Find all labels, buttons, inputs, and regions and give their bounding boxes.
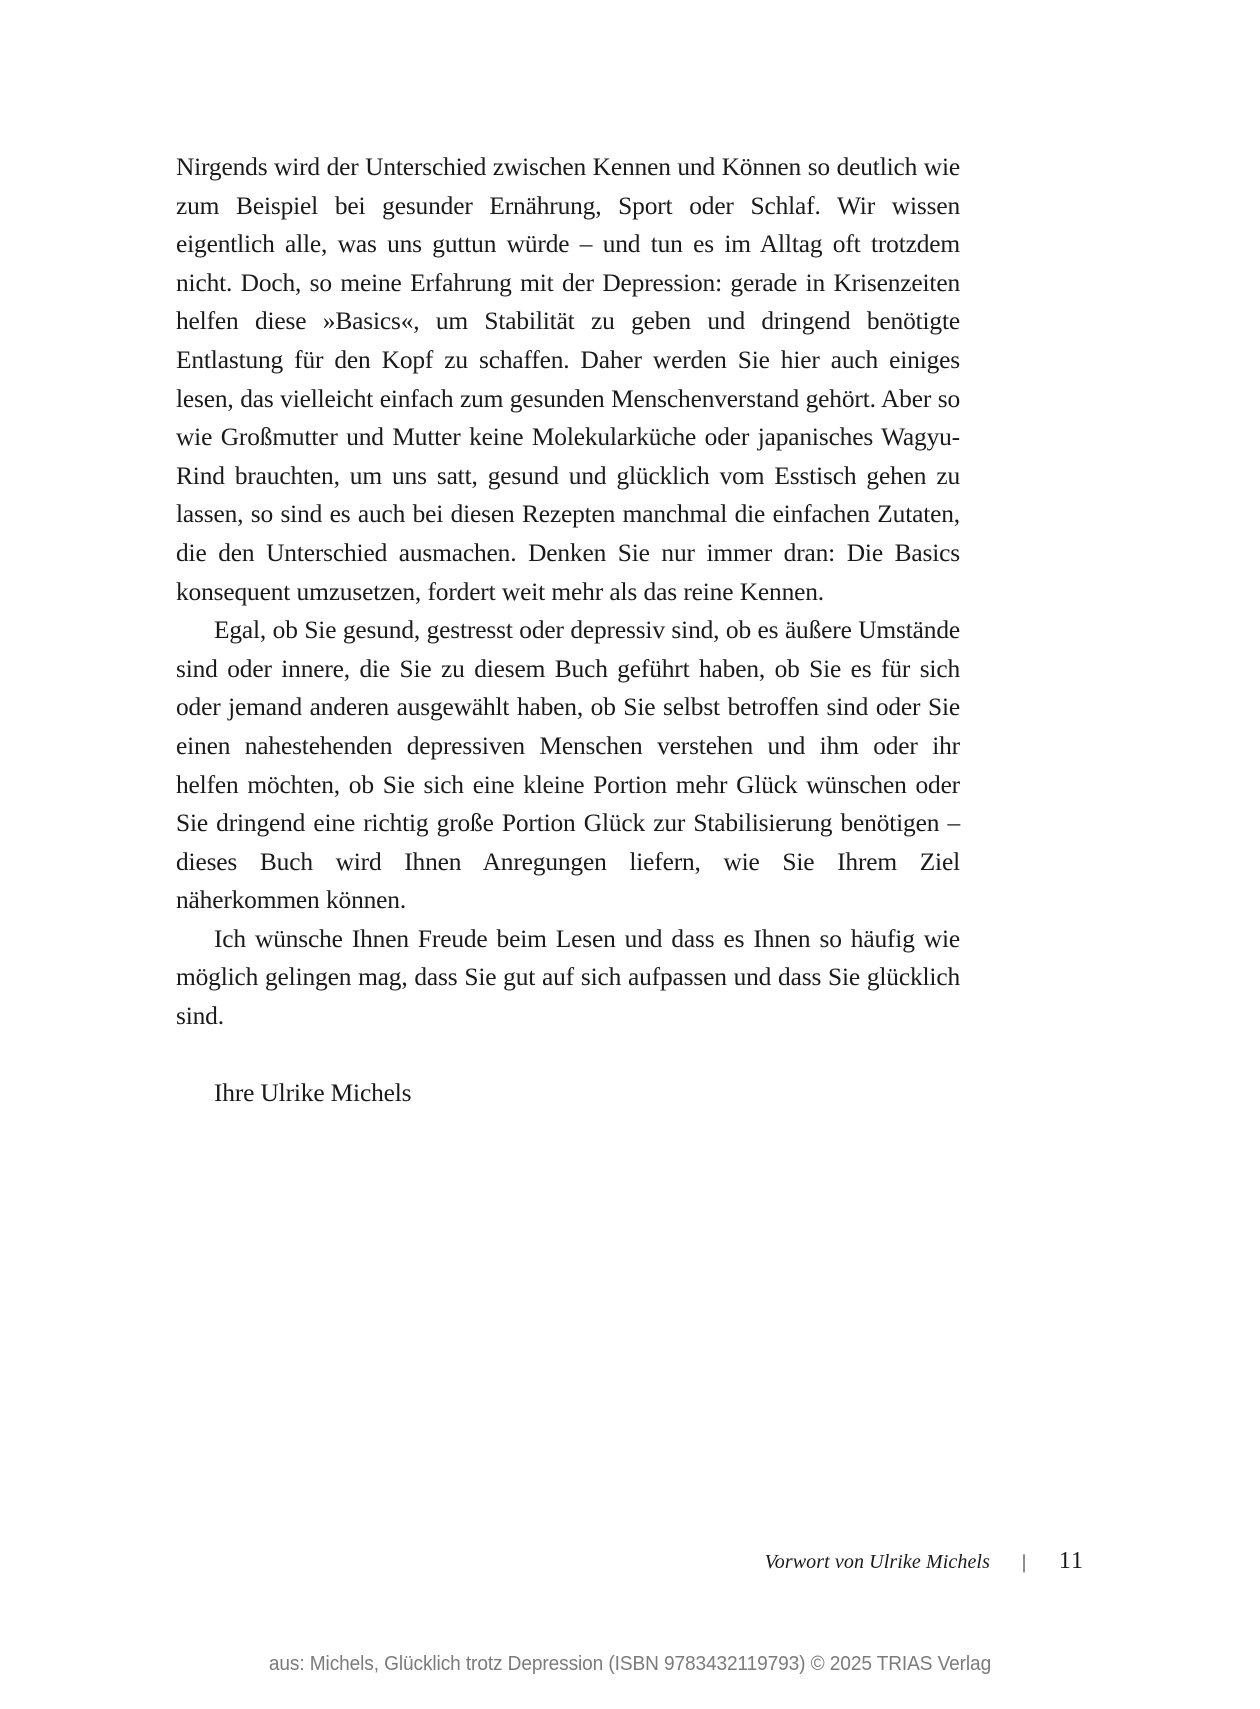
page-number: 11 — [1058, 1548, 1084, 1574]
running-footer-title: Vorwort von Ulrike Michels — [764, 1551, 990, 1573]
running-footer-separator: | — [1021, 1551, 1026, 1573]
running-footer — [176, 1548, 1084, 1582]
paragraph-3: Ich wünsche Ihnen Freude beim Lesen und dass es Ihnen so häufig wie möglich gelingen mag, dass Sie gut auf sich aufpassen und dass Sie glücklich sind. — [176, 924, 960, 1031]
body-text-block — [176, 148, 960, 1112]
author-signature: Ihre Ulrike Michels — [214, 1078, 412, 1107]
source-attribution: aus: Michels, Glücklich trotz Depression (ISBN 9783432119793) © 2025 TRIAS Verlag — [268, 1652, 992, 1675]
paragraph-1: Nirgends wird der Unterschied zwischen Kennen und Können so deutlich wie zum Beispiel bei gesunder Ernährung, Sport oder Schlaf. Wir wissen eigentlich alle, was uns guttun würde – und tun es im Alltag oft trotzdem nicht. Doch, so meine Erfahrung mit der Depression: gerade in Krisenzeiten helfen diese »Basics«, um Stabilität zu geben und dringend benötigte Entlastung für den Kopf zu schaffen. Daher werden Sie hier auch einiges lesen, das vielleicht einfach zum gesunden Menschenverstand gehört. Aber so wie Großmutter und Mutter keine Molekularküche oder japanisches Wagyu-Rind brauchten, um uns satt, gesund und glücklich vom Esstisch gehen zu lassen, so sind es auch bei diesen Rezepten manchmal die einfachen Zutaten, die den Unterschied ausmachen. Denken Sie nur immer dran: Die Basics konsequent umzusetzen, fordert weit mehr als das reine Kennen. — [176, 153, 960, 606]
paragraph-2: Egal, ob Sie gesund, gestresst oder depressiv sind, ob es äußere Umstände sind oder innere, die Sie zu diesem Buch geführt haben, ob Sie es für sich oder jemand anderen ausgewählt haben, ob Sie selbst betroffen sind oder Sie einen nahestehenden depressiven Menschen verstehen und ihm oder ihr helfen möchten, ob Sie sich eine kleine Portion mehr Glück wünschen oder Sie dringend eine richtig große Portion Glück zur Stabilisierung benötigen – dieses Buch wird Ihnen Anregungen liefern, wie Sie Ihrem Ziel näherkommen können. — [176, 616, 960, 915]
